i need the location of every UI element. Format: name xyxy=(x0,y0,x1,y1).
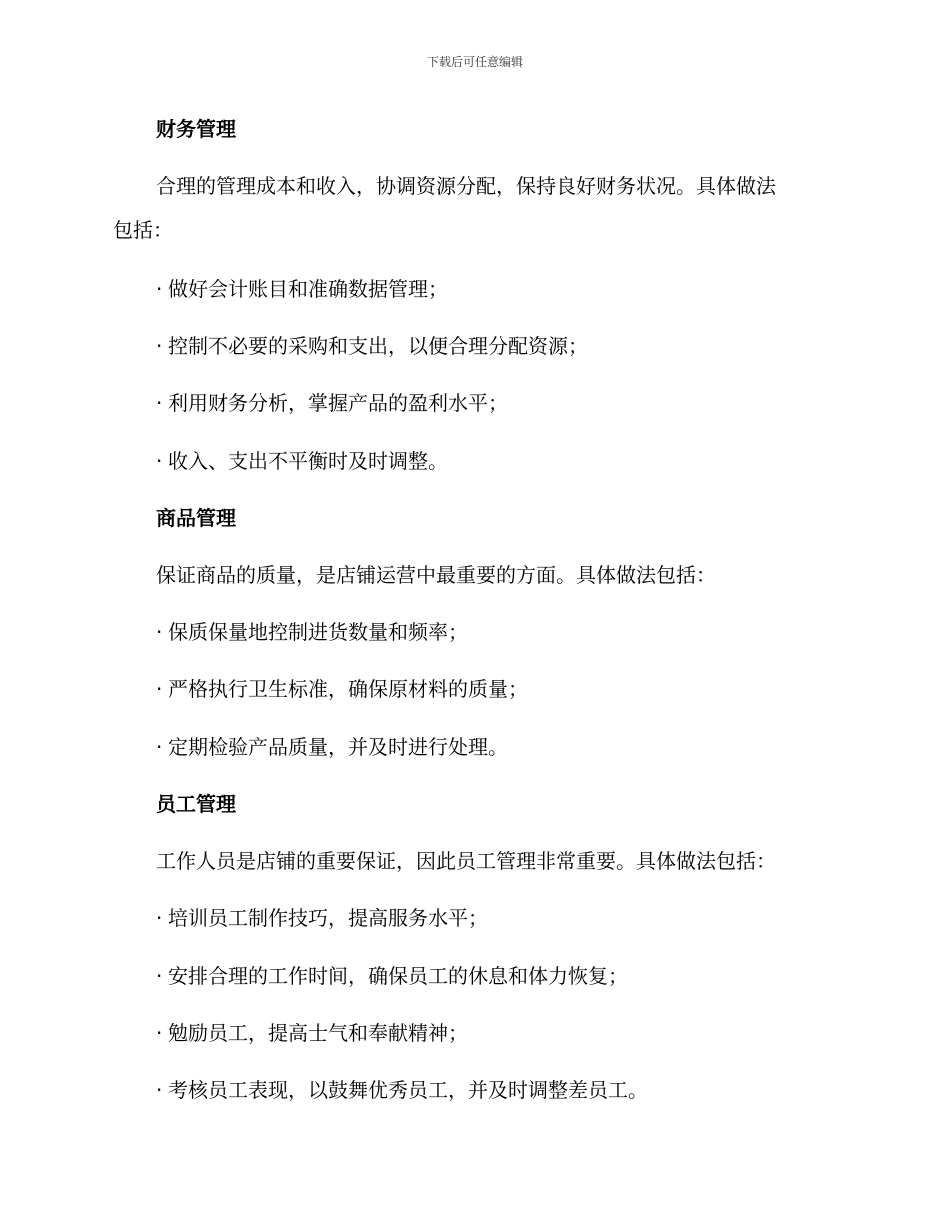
list-item xyxy=(156,1076,648,1104)
list-item-text: 做好会计账目和准确数据管理； xyxy=(168,277,448,301)
list-item xyxy=(156,733,508,761)
list-item xyxy=(156,904,488,932)
list-item xyxy=(156,1019,468,1047)
page-header: 下载后可任意编辑 xyxy=(426,55,523,69)
section-title-finance: 财务管理 xyxy=(156,117,236,141)
list-item-text: 勉励员工，提高士气和奉献精神； xyxy=(168,1021,468,1045)
bullet-icon: · xyxy=(156,906,163,930)
bullet-icon: · xyxy=(156,277,163,301)
list-item-text: 利用财务分析，掌握产品的盈利水平； xyxy=(168,391,508,415)
list-item-text: 安排合理的工作时间，确保员工的休息和体力恢复； xyxy=(168,964,628,988)
list-item-text: 收入、支出不平衡时及时调整。 xyxy=(168,449,448,473)
list-item-text: 严格执行卫生标准，确保原材料的质量； xyxy=(168,677,528,701)
list-item xyxy=(156,675,528,703)
bullet-icon: · xyxy=(156,1021,163,1045)
list-item-text: 控制不必要的采购和支出，以便合理分配资源； xyxy=(168,334,588,358)
list-item-text: 保质保量地控制进货数量和频率； xyxy=(168,620,468,644)
section-intro-finance-cont: 包括： xyxy=(113,218,173,242)
bullet-icon: · xyxy=(156,334,163,358)
list-item-text: 考核员工表现，以鼓舞优秀员工，并及时调整差员工。 xyxy=(168,1078,648,1102)
section-intro-product: 保证商品的质量，是店铺运营中最重要的方面。具体做法包括： xyxy=(156,563,716,587)
list-item xyxy=(156,962,628,990)
bullet-icon: · xyxy=(156,391,163,415)
list-item xyxy=(156,275,448,303)
list-item xyxy=(156,389,508,417)
bullet-icon: · xyxy=(156,735,163,759)
section-title-staff: 员工管理 xyxy=(156,792,236,816)
bullet-icon: · xyxy=(156,449,163,473)
bullet-icon: · xyxy=(156,677,163,701)
section-intro-staff: 工作人员是店铺的重要保证，因此员工管理非常重要。具体做法包括： xyxy=(156,849,776,873)
list-item-text: 定期检验产品质量，并及时进行处理。 xyxy=(168,735,508,759)
list-item xyxy=(156,618,468,646)
section-title-product: 商品管理 xyxy=(156,506,236,530)
list-item xyxy=(156,447,448,475)
list-item-text: 培训员工制作技巧，提高服务水平； xyxy=(168,906,488,930)
bullet-icon: · xyxy=(156,964,163,988)
section-intro-finance: 合理的管理成本和收入，协调资源分配，保持良好财务状况。具体做法 xyxy=(156,174,776,198)
list-item xyxy=(156,332,588,360)
bullet-icon: · xyxy=(156,1078,163,1102)
bullet-icon: · xyxy=(156,620,163,644)
